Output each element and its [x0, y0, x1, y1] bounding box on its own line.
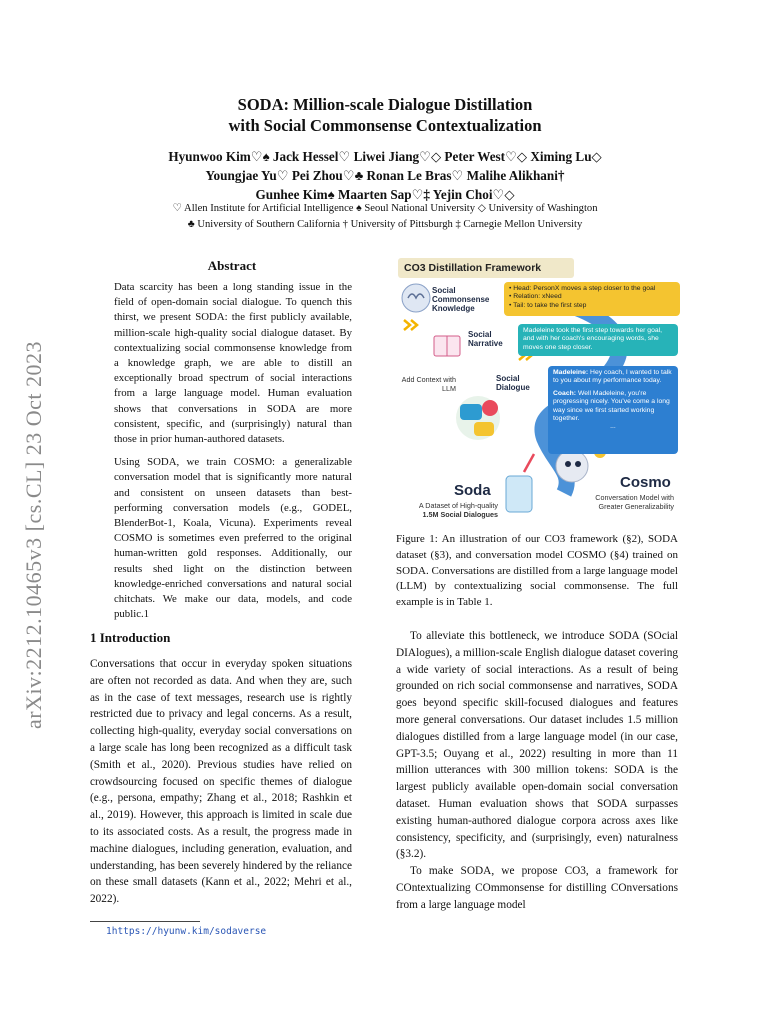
knowledge-tail: • Tail: to take the first step [509, 301, 587, 309]
affiliations-line-1: ♡ Allen Institute for Artificial Intelligence ♠ Seoul National University ◇ University of Washington [172, 203, 598, 214]
knowledge-relation: • Relation: xNeed [509, 293, 562, 301]
authors-line-1: Hyunwoo Kim♡♠ Jack Hessel♡ Liwei Jiang♡◇ Peter West♡◇ Ximing Lu◇ [168, 149, 602, 164]
dialogue-ellipsis: ... [610, 423, 616, 431]
turn1-speaker: Madeleine: [553, 369, 589, 376]
cosmo-robot-icon [556, 450, 588, 482]
abstract-paragraph-2: Using SODA, we train COSMO: a generalizable conversation model that is significantly more natural and consistent on unseen datasets than best-performing conversation models (e.g., GODEL, BlenderBot-1, Koala, Vicuna). Experiments reveal COSMO is sometimes even preferred to the original human-written gold responses. Additionally, our results shed light on the distinction between knowledge-enriched conversations and natural social chitchats. We make our data, models, and code public.1 [114, 456, 352, 621]
dialogue-label: Social Dialogue [496, 374, 530, 392]
authors-line-2: Youngjae Yu♡ Pei Zhou♡♣ Ronan Le Bras♡ Malihe Alikhani† [205, 168, 565, 183]
arxiv-stamp [14, 320, 54, 750]
turn1-text: Hey coach, I wanted to talk to you about my performance today. [553, 369, 672, 385]
footnote-rule [90, 921, 200, 922]
turn2-text: Well Madeleine, you're progressing nicely. You've come a long way since we first started working together. [553, 389, 670, 423]
arxiv-id: arXiv:2212.10465v3 [cs.CL] 23 Oct 2023 [21, 340, 46, 730]
cosmo-desc: Conversation Model with Greater Generalizability [595, 493, 674, 511]
intro-right-paragraph-1: To alleviate this bottleneck, we introduce SODA (SOcial DIAlogues), a million-scale English dialogue dataset covering a wide variety of social interactions. As a result of being grounded on rich social commonsense and narratives, SODA goes beyond specific skill-focused dialogues and features more general conversations. Our dataset includes 1.5 million dialogues distilled from a large language model (in our case, GPT-3.5; Ouyang et al., 2022) resulting in more than 11 million utterances with 300 million tokens: SODA is the largest publicly available open-domain social conversation dataset. Human evaluation shows that SODA surpasses existing human-authored dialogue corpora across axes like consistency, specificity, and (surprisingly, even) naturalness (§3.2). [396, 630, 678, 861]
narrative-box: Madeleine took the first step towards her goal, and with her coach's encouraging words, she moves one step closer. [518, 324, 678, 356]
soda-name: Soda [454, 482, 491, 499]
abstract-paragraph-1: Data scarcity has been a long standing issue in the field of open-domain social dialogue. To quench this thirst, we present SODA: the first publicly available, million-scale high-quality social dialogue dataset. By contextualizing social commonsense knowledge from a knowledge graph, we are able to distill an exceptionally broad spectrum of social interactions from a large language model. Human evaluation shows that conversations in SODA are more consistent, specific, and (surprisingly) natural than those in prior human-authored datasets. [114, 281, 352, 446]
soda-cup-icon [506, 476, 532, 512]
chevron-right-icon [404, 320, 417, 330]
add-context-label: Add Context with LLM [401, 375, 456, 393]
section-heading-introduction: 1 Introduction [90, 630, 171, 645]
knowledge-head: • Head: PersonX moves a step closer to the goal [509, 285, 656, 292]
figure-title: CO3 Distillation Framework [398, 258, 574, 278]
intro-right-column [396, 628, 678, 914]
soda-desc-2: 1.5M Social Dialogues [422, 510, 498, 519]
intro-left-paragraph: Conversations that occur in everyday spoken situations are often not recorded as data. And when they are, such as in the case of text messages, research use is rightly restricted due to privacy and legal concerns. As a result, collecting high-quality, everyday social conversations on a large scale has long been recognized as a difficult task (Smith et al., 2020). Previous studies have relied on crowdsourcing focused on specific themes of dialogue (e.g., persona, empathy; Zhang et al., 2018; Rashkin et al., 2019). However, this approach is limited in scale due to its associated costs. As a result, the progress made in machine dialogues, including generation, evaluation, and understanding, has been severely hindered by the reliance on these small datasets (Kann et al., 2022; Mehri et al., 2022). [90, 658, 352, 906]
dialogue-box [548, 366, 678, 454]
author-list [90, 147, 680, 204]
figure-co3-framework [394, 258, 684, 524]
knowledge-label: Social Commonsense Knowledge [432, 286, 490, 313]
knowledge-box [504, 282, 680, 316]
title-line-1: SODA: Million-scale Dialogue Distillation [237, 95, 533, 114]
paper-title [90, 94, 680, 136]
soda-desc-1: A Dataset of High-quality [418, 501, 498, 510]
figure-caption: Figure 1: An illustration of our CO3 framework (§2), SODA dataset (§3), and conversation model COSMO (§4) trained on SODA. Conversations are distilled from a large language model (LLM) by contextualizing social commonsense. The full example is in Table 1. [396, 533, 678, 609]
abstract-heading: Abstract [207, 258, 257, 273]
authors-line-3: Gunhee Kim♠ Maarten Sap♡‡ Yejin Choi♡◇ [255, 187, 515, 202]
intro-right-paragraph-2: To make SODA, we propose CO3, a framework for COntextualizing COmmonsense for distilling COnversations from a large language model [396, 865, 678, 911]
affiliations [90, 201, 680, 233]
intro-left-column [90, 656, 352, 908]
abstract-body [114, 280, 352, 630]
turn2-speaker: Coach: [553, 389, 577, 397]
cosmo-name: Cosmo [620, 474, 671, 491]
footnote-link[interactable]: 1https://hyunw.kim/sodaverse [106, 926, 267, 937]
narrative-label: Social Narrative [468, 330, 503, 348]
title-line-2: with Social Commonsense Contextualization [228, 116, 542, 135]
affiliations-line-2: ♣ University of Southern California † University of Pittsburgh ‡ Carnegie Mellon University [187, 219, 583, 230]
